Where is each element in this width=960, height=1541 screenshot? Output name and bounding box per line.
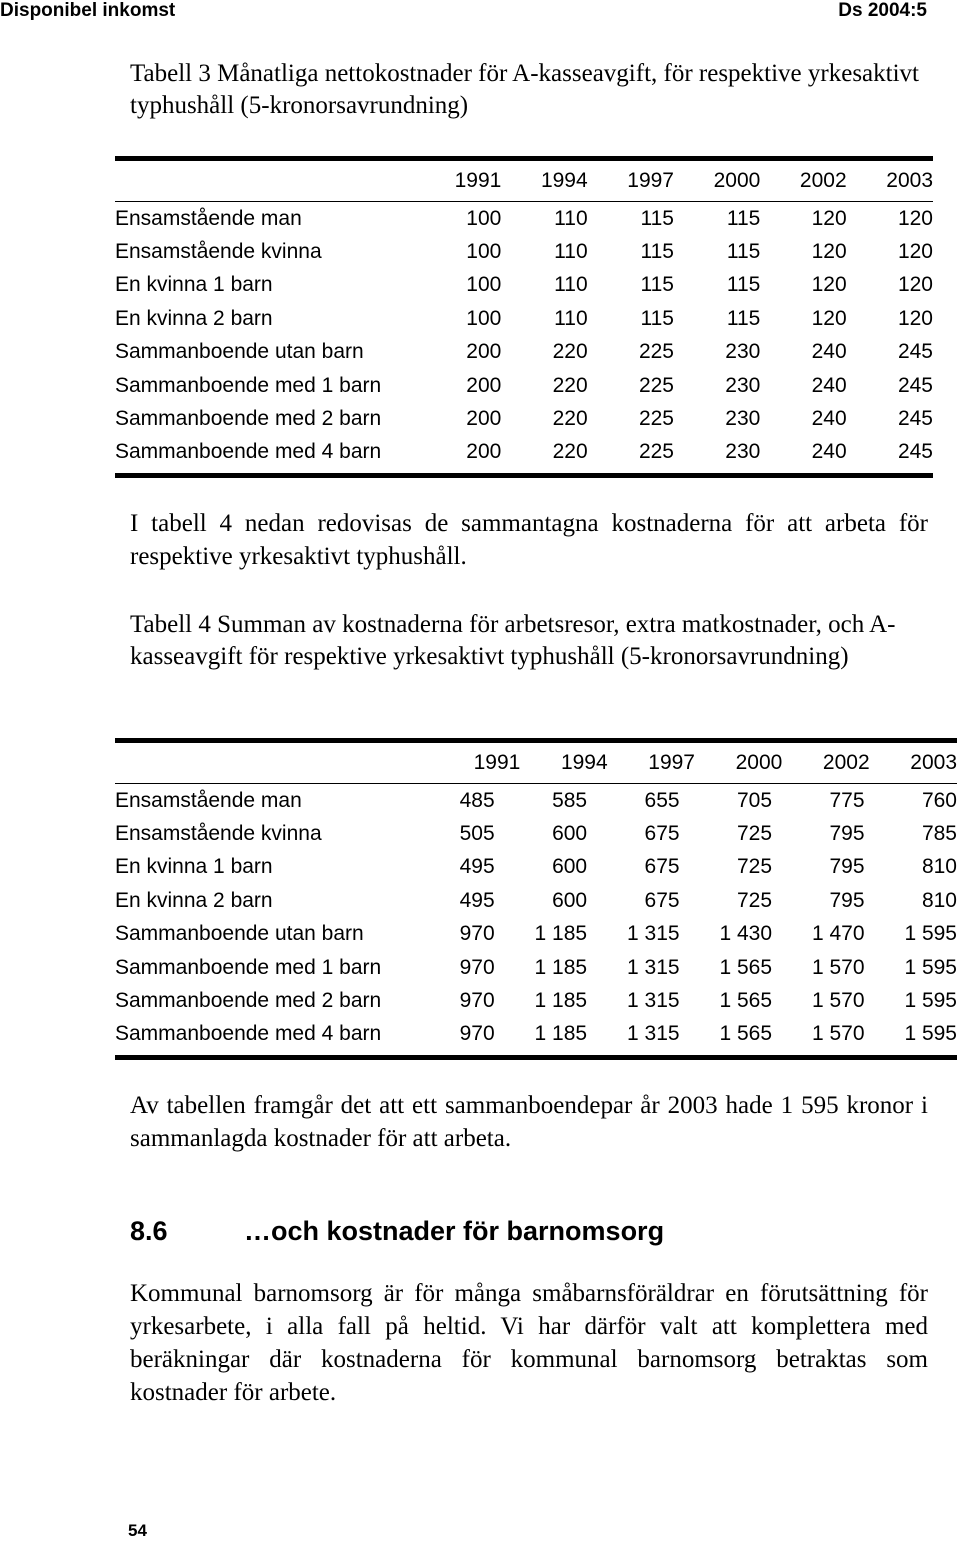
table3-bottom-rule (115, 473, 933, 478)
table3-cell: 120 (811, 240, 847, 264)
table3-year-header: 2002 (799, 169, 847, 192)
table3-cell: 115 (640, 273, 674, 297)
table3-cell: 115 (726, 240, 761, 264)
table3-row (115, 436, 933, 469)
table3-cell: 115 (726, 206, 761, 230)
table4-row-label: En kvinna 1 barn (115, 855, 273, 879)
table3-caption: Tabell 3 Månatliga nettokostnader för A-kasseavgift, för respektive yrkesaktivt typhushåll (5-kronorsavrundning) (130, 60, 919, 119)
table4-cell: 1 595 (904, 955, 957, 979)
table3-cell: 240 (811, 407, 847, 431)
table3-row-label: Ensamstående man (115, 206, 302, 230)
table4-cell: 1 565 (719, 1022, 773, 1046)
table4-row (115, 817, 957, 850)
table3-cell: 220 (552, 373, 588, 397)
table3-cell: 100 (466, 273, 502, 297)
table4-cell: 795 (829, 888, 865, 912)
table4-caption: Tabell 4 Summan av kostnaderna för arbetsresor, extra matkostnader, och A-kasseavgift för respektive yrkesaktivt typhushåll (5-kronorsavrundning) (130, 611, 896, 670)
table3-cell: 225 (638, 373, 674, 397)
table4-row (115, 784, 957, 817)
table3-cell: 100 (466, 306, 502, 330)
table3-row-label: Sammanboende med 1 barn (115, 373, 382, 397)
table4-year-header: 2000 (735, 751, 783, 774)
table3-header-row (115, 161, 933, 201)
table3-cell: 220 (552, 340, 588, 364)
table3-cell: 115 (726, 306, 761, 330)
table3-cell: 225 (638, 407, 674, 431)
table4-cell: 725 (737, 822, 773, 846)
table3-cell: 230 (725, 373, 761, 397)
table3-cell: 120 (811, 273, 847, 297)
table3-row-label: Sammanboende med 2 barn (115, 407, 382, 431)
page-number: 54 (128, 1521, 147, 1540)
section-title: …och kostnader för barnomsorg (244, 1216, 665, 1246)
table4-cell: 970 (459, 1022, 495, 1046)
table4-cell: 795 (829, 822, 865, 846)
table3-row-label: En kvinna 2 barn (115, 306, 273, 330)
table3-cell: 200 (466, 407, 502, 431)
table4-cell: 1 315 (627, 922, 680, 946)
table4-cell: 495 (459, 888, 495, 912)
table3-year-header: 2003 (886, 169, 933, 192)
running-header-doc-id: Ds 2004:5 (838, 0, 927, 21)
table3-cell: 200 (466, 373, 502, 397)
table4-cell: 1 185 (534, 989, 588, 1013)
table4-cell: 1 315 (627, 989, 680, 1013)
table3-row-label: Sammanboende utan barn (115, 340, 364, 364)
paragraph-childcare: Kommunal barnomsorg är för många småbarnsföräldrar en förutsättning för yrkesarbete, i alla fall på heltid. Vi har därför valt att komplettera med beräkningar där kostnaderna för kommunal barnomsorg betraktas som kostnader för arbete. (130, 1280, 928, 1406)
table4-cell: 1 570 (811, 955, 865, 979)
table3-cell: 220 (552, 407, 588, 431)
table3-row (115, 402, 933, 435)
table3-cell: 240 (811, 340, 847, 364)
table4-cell: 810 (921, 855, 957, 879)
table4-cell: 1 430 (719, 922, 773, 946)
table3-year-header: 1991 (454, 169, 502, 192)
table4-cell: 1 185 (534, 922, 588, 946)
table4-cell: 675 (644, 888, 680, 912)
table4-cell: 775 (829, 788, 865, 812)
section-heading (130, 1216, 664, 1247)
table3-cell: 115 (640, 240, 674, 264)
table3-cell: 225 (638, 440, 674, 464)
table3-year-header: 1997 (627, 169, 674, 192)
table3-cell: 245 (897, 340, 933, 364)
table4-row-label: Sammanboende utan barn (115, 922, 364, 946)
table3-cell: 115 (640, 306, 674, 330)
table3-cell: 245 (897, 440, 933, 464)
table3-cell: 230 (725, 440, 761, 464)
table4-cell: 970 (459, 922, 495, 946)
table4-cell: 1 185 (534, 955, 588, 979)
table3-year-header: 1994 (540, 169, 588, 192)
section-number: 8.6 (130, 1216, 168, 1246)
table3-cell: 115 (640, 206, 674, 230)
table4-cell: 705 (737, 788, 773, 812)
table3-cell: 200 (466, 440, 502, 464)
table3-cell: 120 (897, 240, 933, 264)
table4-cell: 1 595 (904, 922, 957, 946)
table3-row (115, 235, 933, 268)
table3-cell: 120 (897, 306, 933, 330)
table4-cell: 1 470 (811, 922, 865, 946)
table4-cell: 725 (737, 888, 773, 912)
table3-cell: 115 (726, 273, 761, 297)
table4-grid (115, 743, 957, 783)
paragraph-intro-table4: I tabell 4 nedan redovisas de sammantagna kostnaderna för att arbeta för respektive yrkesaktivt typhushåll. (130, 510, 928, 570)
table3-cell: 230 (725, 340, 761, 364)
table4-row (115, 851, 957, 884)
table3-year-header: 2000 (713, 169, 761, 192)
table4-cell: 1 315 (627, 955, 680, 979)
table4-row (115, 951, 957, 984)
table4-cell: 1 565 (719, 989, 773, 1013)
table3-cell: 120 (811, 206, 847, 230)
table4-cell: 1 565 (719, 955, 773, 979)
table3-row (115, 202, 933, 235)
table4-year-header: 2003 (910, 751, 957, 774)
table4-year-header: 1997 (648, 751, 695, 774)
table3-cell: 230 (725, 407, 761, 431)
table3-body (115, 202, 933, 469)
table4-year-header: 2002 (822, 751, 870, 774)
table4-cell: 1 315 (627, 1022, 680, 1046)
table3-cell: 100 (466, 240, 502, 264)
table4-row-label: Ensamstående man (115, 788, 302, 812)
table4-cell: 970 (459, 955, 495, 979)
table4-cell: 760 (921, 788, 957, 812)
table4-row-label: Sammanboende med 4 barn (115, 1022, 382, 1046)
table4-cell: 1 595 (904, 1022, 957, 1046)
table3-cell: 100 (466, 206, 502, 230)
table4-cell: 1 570 (811, 1022, 865, 1046)
table3-cell: 245 (897, 373, 933, 397)
table4-cell: 585 (552, 788, 588, 812)
table4-cell: 655 (644, 788, 680, 812)
table4-cell: 970 (459, 989, 495, 1013)
table3-cell: 220 (552, 440, 588, 464)
table4-bottom-rule (115, 1055, 957, 1060)
table4 (115, 738, 957, 1060)
table4-cell: 485 (459, 788, 495, 812)
table4-cell: 810 (921, 888, 957, 912)
table4-cell: 725 (737, 855, 773, 879)
table3-cell: 120 (897, 206, 933, 230)
table4-row (115, 984, 957, 1017)
table3-row-label: En kvinna 1 barn (115, 273, 273, 297)
table4-row (115, 1018, 957, 1051)
table4-row (115, 918, 957, 951)
table4-row-label: En kvinna 2 barn (115, 888, 273, 912)
table3-cell: 120 (811, 306, 847, 330)
table4-cell: 600 (552, 822, 588, 846)
table4-cell: 1 570 (811, 989, 865, 1013)
table3-row (115, 302, 933, 335)
table3-cell: 245 (897, 407, 933, 431)
paragraph-summary: Av tabellen framgår det att ett sammanboendepar år 2003 hade 1 595 kronor i sammanlagda kostnader för att arbeta. (130, 1092, 928, 1152)
table3-cell: 240 (811, 373, 847, 397)
table3-row-label: Ensamstående kvinna (115, 240, 322, 264)
table4-cell: 675 (644, 822, 680, 846)
table3-row (115, 369, 933, 402)
table3-cell: 225 (638, 340, 674, 364)
table4-cell: 795 (829, 855, 865, 879)
table4-row-label: Ensamstående kvinna (115, 822, 322, 846)
table3-cell: 110 (554, 273, 588, 297)
table3-cell: 110 (554, 240, 588, 264)
table3-row (115, 269, 933, 302)
table4-cell: 495 (459, 855, 495, 879)
table4-row (115, 884, 957, 917)
table3-cell: 240 (811, 440, 847, 464)
table4-row-label: Sammanboende med 1 barn (115, 955, 382, 979)
table3-grid (115, 161, 933, 201)
table4-header-row (115, 743, 957, 783)
running-header-title: Disponibel inkomst (0, 0, 176, 21)
table3-row (115, 336, 933, 369)
table4-cell: 505 (459, 822, 495, 846)
table4-cell: 675 (644, 855, 680, 879)
table4-year-header: 1994 (560, 751, 608, 774)
table3 (115, 156, 933, 478)
table3-cell: 120 (897, 273, 933, 297)
table4-cell: 600 (552, 888, 588, 912)
table4-cell: 600 (552, 855, 588, 879)
table3-row-label: Sammanboende med 4 barn (115, 440, 382, 464)
table3-cell: 200 (466, 340, 502, 364)
table3-cell: 110 (554, 306, 588, 330)
table4-row-label: Sammanboende med 2 barn (115, 989, 382, 1013)
table4-cell: 1 185 (534, 1022, 588, 1046)
table4-year-header: 1991 (473, 751, 521, 774)
table4-cell: 1 595 (904, 989, 957, 1013)
table4-body (115, 784, 957, 1051)
table4-cell: 785 (921, 822, 957, 846)
table3-cell: 110 (554, 206, 588, 230)
